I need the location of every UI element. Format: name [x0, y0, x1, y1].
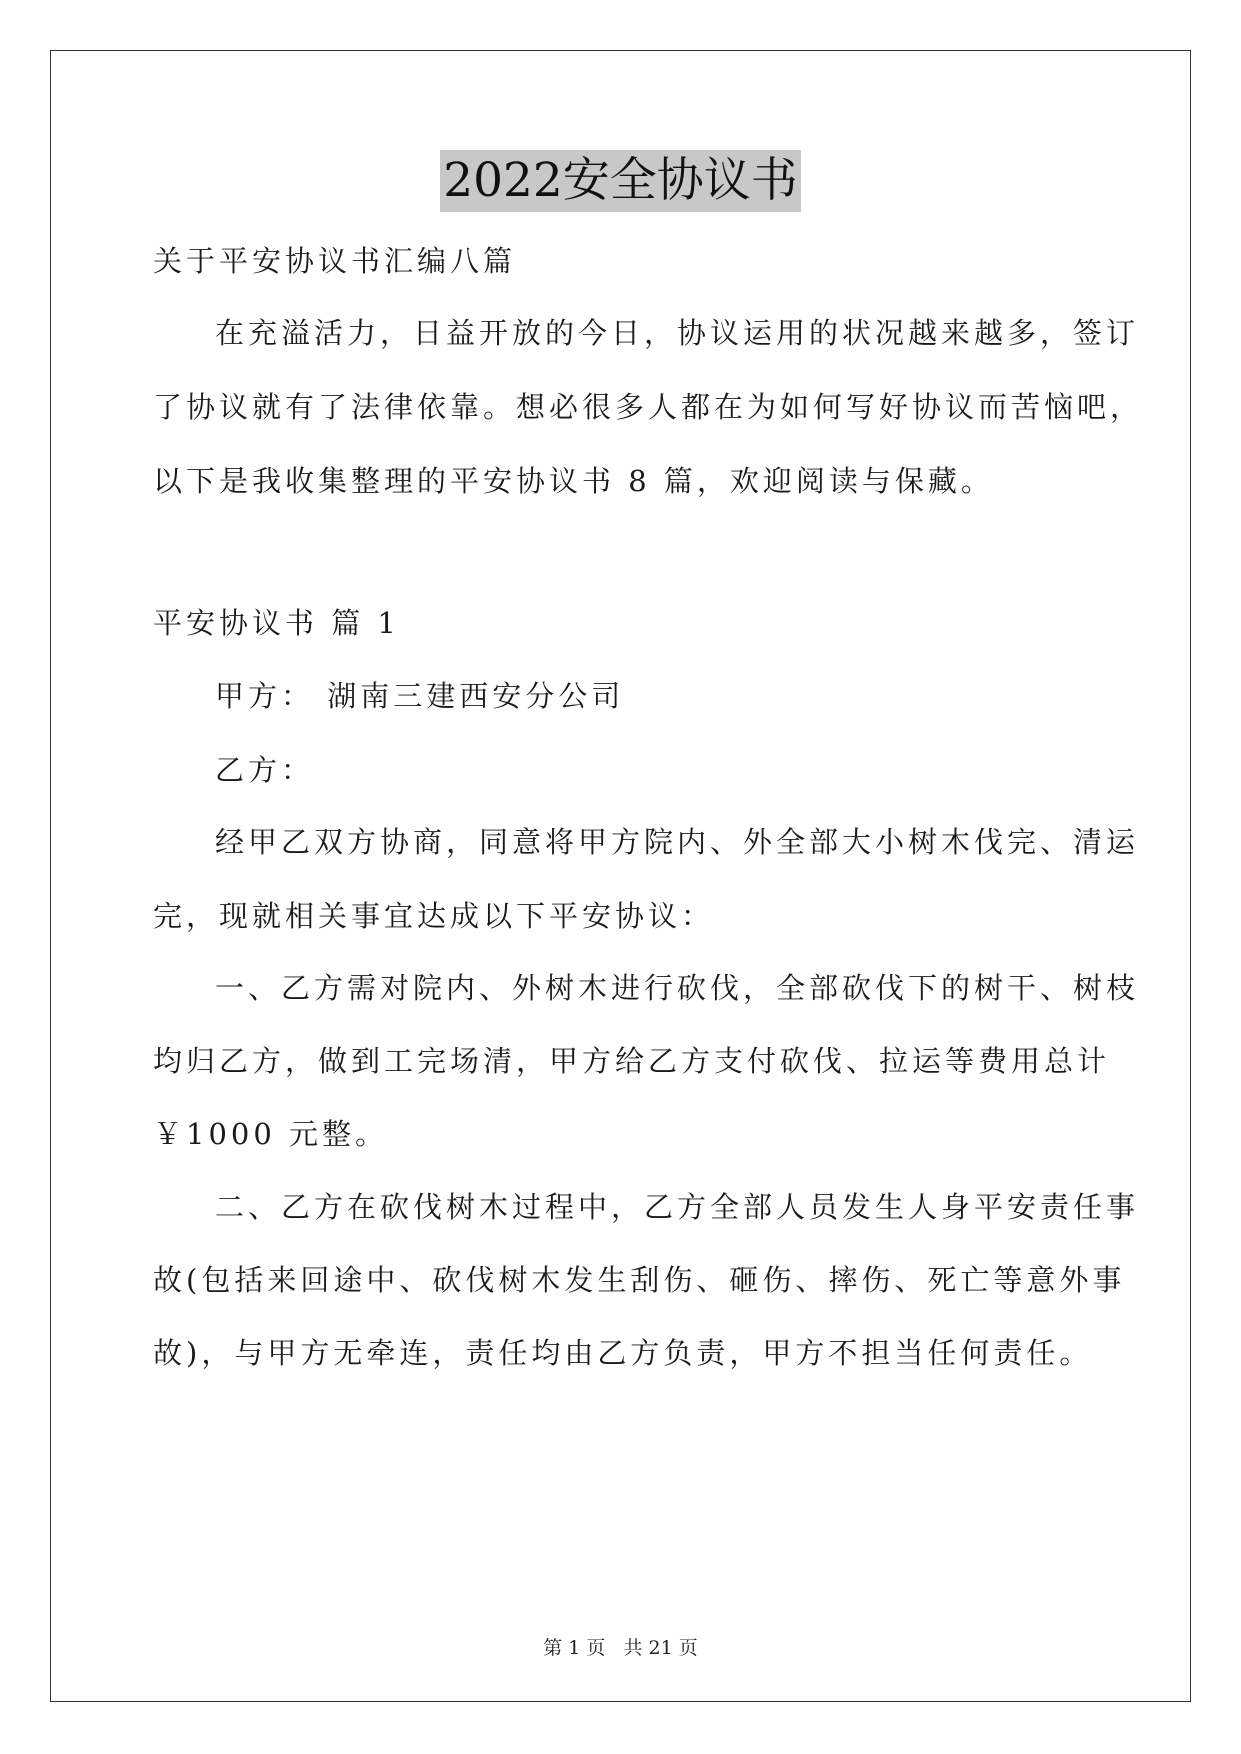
title-container — [0, 150, 1241, 212]
paragraph-line: 在充溢活力，日益开放的今日，协议运用的状况越来越多，签订 — [215, 316, 1140, 350]
clause-line: 故(包括来回途中、砍伐树木发生刮伤、砸伤、摔伤、死亡等意外事 — [153, 1263, 1126, 1297]
clause-line: ￥1000 元整。 — [153, 1117, 389, 1151]
document-title: 2022安全协议书 — [440, 150, 801, 212]
page-border — [50, 50, 1191, 1702]
paragraph-line: 了协议就有了法律依靠。想必很多人都在为如何写好协议而苦恼吧， — [153, 390, 1144, 424]
paragraph-line: 完，现就相关事宜达成以下平安协议： — [153, 899, 715, 933]
clause-line: 均归乙方，做到工完场清，甲方给乙方支付砍伐、拉运等费用总计 — [153, 1044, 1111, 1078]
page-number-footer: 第 1 页 共 21 页 — [543, 1637, 698, 1659]
party-b-line: 乙方： — [215, 753, 315, 787]
section-heading: 平安协议书 篇 1 — [153, 606, 400, 640]
clause-line: 二、乙方在砍伐树木过程中，乙方全部人员发生人身平安责任事 — [215, 1190, 1140, 1224]
clause-line: 一、乙方需对院内、外树木进行砍伐，全部砍伐下的树干、树枝 — [215, 971, 1140, 1005]
party-a-line: 甲方： 湖南三建西安分公司 — [215, 679, 625, 713]
paragraph-line: 经甲乙双方协商，同意将甲方院内、外全部大小树木伐完、清运 — [215, 825, 1140, 859]
paragraph-line: 以下是我收集整理的平安协议书 8 篇，欢迎阅读与保藏。 — [153, 464, 994, 498]
clause-line: 故)，与甲方无牵连，责任均由乙方负责，甲方不担当任何责任。 — [153, 1336, 1093, 1370]
intro-heading: 关于平安协议书汇编八篇 — [153, 244, 517, 278]
